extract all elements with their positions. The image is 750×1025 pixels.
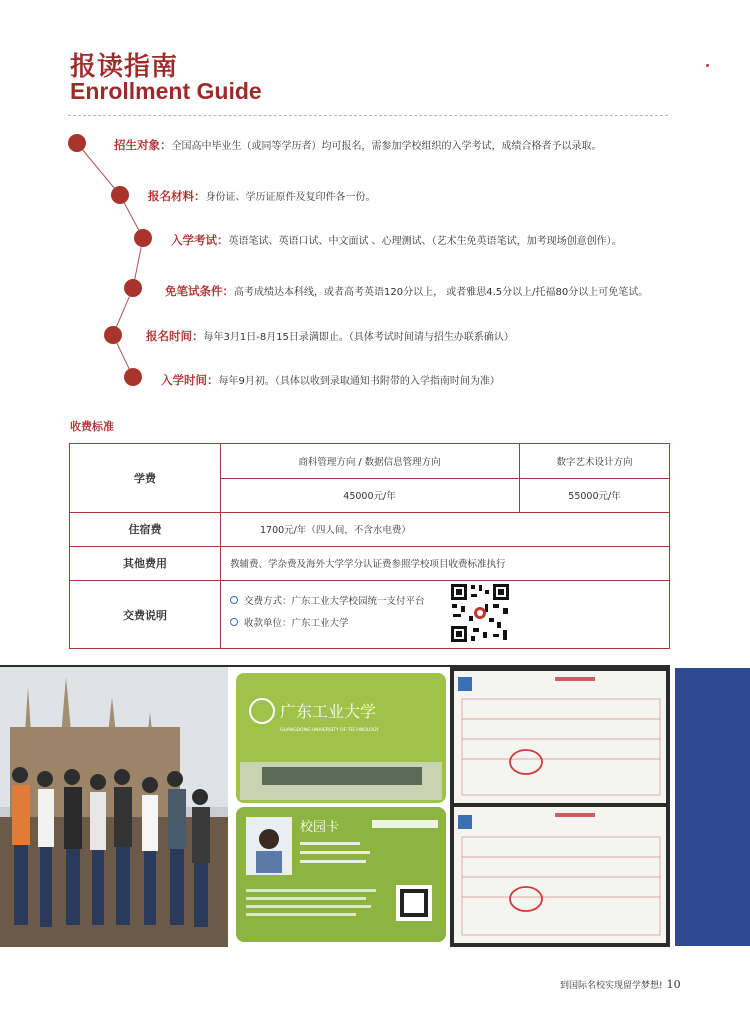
step-label: 招生对象： — [114, 138, 172, 152]
card-school-name: 广东工业大学 — [280, 702, 377, 721]
campus-card-photo — [232, 667, 450, 947]
title-divider — [68, 115, 668, 116]
card-school-en: GUANGDONG UNIVERSITY OF TECHNOLOGY — [280, 728, 379, 733]
step-text: 全国高中毕业生（或同等学历者）均可报名，需参加学校组织的入学考试，成绩合格者予以录取。 — [171, 141, 602, 152]
housing-fee: 1700元/年（四人间，不含水电费） — [260, 525, 411, 536]
payment-qr-code-icon[interactable] — [449, 582, 511, 644]
timeline-dot-5 — [104, 326, 122, 344]
page-title-en: Enrollment Guide — [70, 78, 262, 104]
side-accent-bar — [675, 668, 750, 946]
page-footer — [560, 978, 681, 991]
students-photo — [0, 667, 228, 947]
fee-heading: 收费标准 — [70, 420, 114, 433]
step-text: 英语笔试、英语口试、中文面试 、心理测试、（艺术生免英语笔试，加考现场创意创作）。 — [228, 236, 622, 247]
business-track-header: 商科管理方向 / 数据信息管理方向 — [298, 457, 441, 468]
payment-label: 交费说明 — [123, 608, 167, 622]
receipts-photo — [450, 667, 670, 947]
step-exemption — [165, 283, 648, 299]
fee-table — [69, 443, 670, 649]
step-materials — [148, 188, 376, 204]
housing-label: 住宿费 — [128, 523, 162, 536]
payment-method-text: 交费方式：广东工业大学校园统一支付平台 — [244, 596, 425, 607]
timeline-dot-2 — [111, 186, 129, 204]
art-track-fee: 55000元/年 — [568, 491, 621, 502]
tuition-label: 学费 — [134, 472, 156, 485]
step-application-time — [146, 328, 514, 344]
bullet-icon — [230, 596, 238, 604]
page-title-cn: 报读指南 — [70, 52, 179, 82]
step-eligibility — [114, 137, 602, 153]
step-label: 入学考试： — [171, 233, 229, 247]
other-fees-label: 其他费用 — [123, 557, 167, 570]
timeline-dot-1 — [68, 134, 86, 152]
other-fees-text: 教辅费、学杂费及海外大学学分认证费参照学校项目收费标准执行 — [230, 559, 506, 570]
timeline-dot-6 — [124, 368, 142, 386]
timeline-dot-4 — [124, 279, 142, 297]
timeline-dot-3 — [134, 229, 152, 247]
footer-slogan: 到国际名校实现留学梦想! — [560, 981, 663, 991]
decorative-dot — [706, 64, 709, 67]
card-title: 校园卡 — [300, 820, 340, 835]
step-label: 入学时间： — [161, 373, 219, 387]
payment-method — [230, 592, 450, 608]
art-track-header: 数字艺术设计方向 — [556, 457, 633, 468]
business-track-fee: 45000元/年 — [343, 491, 396, 502]
timeline-connector — [60, 125, 180, 395]
step-text: 每年9月初。（具体以收到录取通知书附带的入学指南时间为准） — [218, 376, 500, 387]
step-text: 每年3月1日-8月15日录满即止。（具体考试时间请与招生办联系确认） — [203, 332, 514, 343]
page-number: 10 — [666, 978, 681, 991]
payment-payee-text: 收款单位：广东工业大学 — [244, 618, 349, 629]
step-text: 身份证、学历证原件及复印件各一份。 — [205, 192, 376, 203]
step-label: 报名时间： — [146, 329, 204, 343]
step-label: 报名材料： — [148, 189, 206, 203]
step-label: 免笔试条件： — [165, 284, 234, 298]
photo-strip — [0, 667, 670, 947]
step-text: 高考成绩达本科线，或者高考英语120分以上， 或者雅思4.5分以上/托福80分以上可免笔试。 — [234, 287, 649, 298]
step-enrollment-time — [161, 372, 500, 388]
payment-payee — [230, 614, 450, 630]
bullet-icon — [230, 618, 238, 626]
step-exam — [171, 232, 622, 248]
